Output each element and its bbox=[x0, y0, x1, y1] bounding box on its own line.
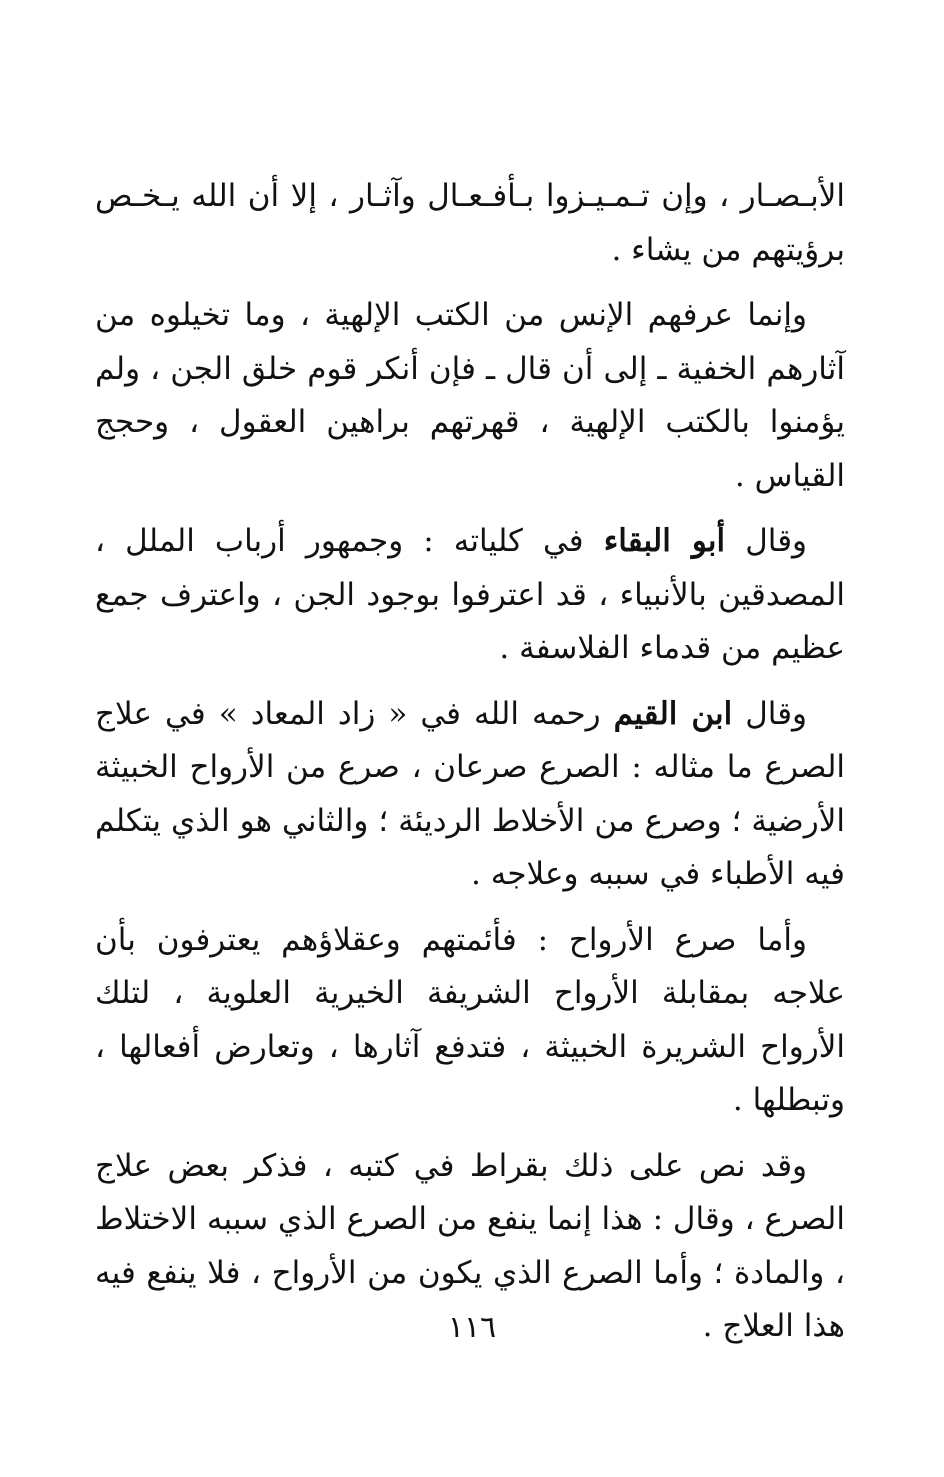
paragraph-5 bbox=[95, 914, 845, 1128]
paragraph-1 bbox=[95, 170, 845, 277]
page-number: ١١٦ bbox=[447, 1310, 497, 1345]
paragraph-1-text: الأبـصـار ، وإن تـمـيـزوا بـأفـعـال وآثـار ، إلا أن الله يـخـص برؤيتهم من يشاء . bbox=[95, 178, 845, 268]
paragraph-2 bbox=[95, 289, 845, 503]
paragraph-3-text: في كلياته : وجمهور أرباب الملل ، المصدقين بالأنبياء ، قد اعترفوا بوجود الجن ، واعترف جمع عظيم من قدماء الفلاسفة . bbox=[95, 523, 845, 666]
paragraph-3-bold-name: أبو البقاء bbox=[603, 523, 726, 559]
paragraph-4 bbox=[95, 688, 845, 902]
paragraph-3-lead: وقال bbox=[725, 523, 807, 559]
paragraph-5-text: وأما صرع الأرواح : فأئمتهم وعقلاؤهم يعترفون بأن علاجه بمقابلة الأرواح الشريفة الخيرية العلوية ، لتلك الأرواح الشريرة الخبيثة ، فتدفع آثارها ، وتعارض أفعالها ، وتبطلها . bbox=[95, 921, 845, 1118]
paragraph-4-lead: وقال bbox=[732, 695, 807, 732]
paragraph-3 bbox=[95, 515, 845, 676]
paragraph-4-text: رحمه الله في « زاد المعاد » في علاج الصرع ما مثاله : الصرع صرعان ، صرع من الأرواح الخبيثة الأرضية ؛ وصرع من الأخلاط الرديئة ؛ والثاني هو الذي يتكلم فيه الأطباء في سببه وعلاجه . bbox=[95, 695, 845, 892]
paragraph-2-text: وإنما عرفهم الإنس من الكتب الإلهية ، وما تخيلوه من آثارهم الخفية ـ إلى أن قال ـ فإن أنكر قوم خلق الجن ، ولم يؤمنوا بالكتب الإلهية ، قهرتهم براهين العقول ، وحجج القياس . bbox=[95, 297, 845, 494]
page-body bbox=[95, 170, 845, 1366]
paragraph-6-text: وقد نص على ذلك بقراط في كتبه ، فذكر بعض علاج الصرع ، وقال : هذا إنما ينفع من الصرع الذي سببه الاختلاط ، والمادة ؛ وأما الصرع الذي يكون من الأرواح ، فلا ينفع فيه هذا العلاج . bbox=[95, 1147, 845, 1344]
paragraph-4-bold-name: ابن القيم bbox=[613, 695, 733, 732]
